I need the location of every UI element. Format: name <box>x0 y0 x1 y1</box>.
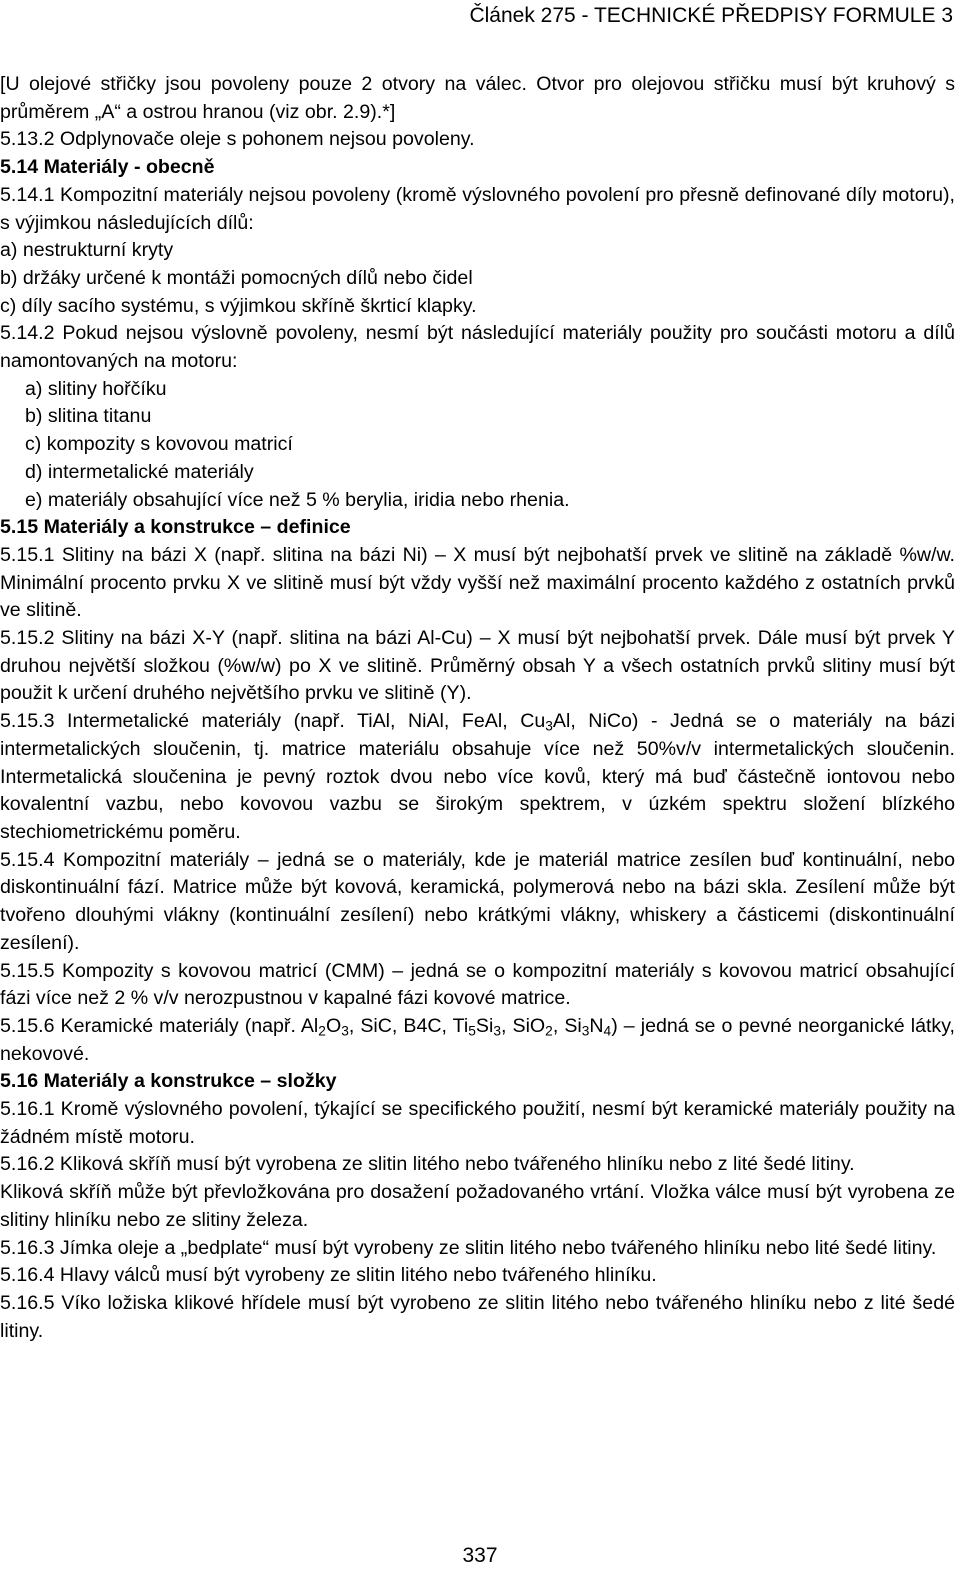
paragraph-5-14-2: 5.14.2 Pokud nejsou výslovně povoleny, nesmí být následující materiály použity pro součásti motoru a dílů namontovaných na motoru: <box>0 322 955 373</box>
subscript: 3 <box>581 1023 590 1039</box>
paragraph-5-16-1: 5.16.1 Kromě výslovného povolení, týkající se specifického použití, nesmí být keramické materiály použity na žádném místě motoru. <box>0 1098 955 1148</box>
list-item: a) nestrukturní kryty <box>0 239 174 262</box>
text-fragment: , Si <box>552 1014 582 1037</box>
paragraph-5-15-2: 5.15.2 Slitiny na bázi X-Y (např. slitina na bázi Al-Cu) – X musí být nejbohatší prvek. Dále musí být prvek Y druhou největší složkou (%w/w) po X ve slitině. Průměrný obsah Y a všech ostatních prvků slitiny musí být použit k určení druhého největšího prvku ve slitině (Y). <box>0 627 955 705</box>
document-body <box>0 71 955 1345</box>
paragraph-crankcase-liner: Kliková skříň může být převložkována pro dosažení požadovaného vrtání. Vložka válce musí být vyrobena ze slitiny hliníku nebo ze slitiny železa. <box>0 1181 955 1231</box>
text-fragment: 5.15.3 Intermetalické materiály (např. TiAl, NiAl, FeAl, Cu <box>0 710 546 733</box>
subscript: 3 <box>493 1023 501 1039</box>
paragraph-oil-jets: [U olejové střičky jsou povoleny pouze 2 otvory na válec. Otvor pro olejovou střičku musí být kruhový s průměrem „A“ a ostrou hranou (viz obr. 2.9).*] <box>0 73 955 123</box>
text-fragment: ) – jedná se o pevné neorganické látky, nekovové. <box>0 1014 955 1065</box>
paragraph-5-15-4: 5.15.4 Kompozitní materiály – jedná se o materiály, kde je materiál matrice zesílen buď kontinuální, nebo diskontinuální fází. Matrice může být kovová, keramická, polymerová nebo na bázi skla. Zesílení může být tvořeno dlouhými vlákny (kontinuální zesílení) nebo krátkými vlákny, whiskery a částicemi (diskontinuální zesílení). <box>0 848 955 954</box>
subscript: 3 <box>341 1023 349 1039</box>
paragraph-5-15-1: 5.15.1 Slitiny na bázi X (např. slitina na bázi Ni) – X musí být nejbohatší prvek ve slitině na základě %w/w. Minimální procento prvku X ve slitině musí být vždy vyšší než maximální procento každého z ostatních prvků ve slitině. <box>0 543 955 622</box>
heading-5-16: 5.16 Materiály a konstrukce – složky <box>0 1070 337 1093</box>
list-item: a) slitiny hořčíku <box>25 377 167 400</box>
subscript: 2 <box>545 1023 553 1039</box>
subscript: 4 <box>603 1023 612 1039</box>
list-item: c) kompozity s kovovou matricí <box>25 433 293 456</box>
paragraph-5-14-1: 5.14.1 Kompozitní materiály nejsou povoleny (kromě výslovného povolení pro přesně definované díly motoru), s výjimkou následujících dílů: <box>0 183 955 234</box>
subscript: 2 <box>318 1023 326 1039</box>
text-fragment: O <box>325 1014 342 1037</box>
list-item: b) slitina titanu <box>25 405 152 428</box>
paragraph-5-16-4: 5.16.4 Hlavy válců musí být vyrobeny ze slitin litého nebo tvářeného hliníku. <box>0 1264 657 1287</box>
paragraph-5-15-6 <box>0 1013 955 1068</box>
page-header: Článek 275 - TECHNICKÉ PŘEDPISY FORMULE 3 <box>469 4 953 27</box>
page-number: 337 <box>462 1544 498 1567</box>
list-item: e) materiály obsahující více než 5 % berylia, iridia nebo rhenia. <box>25 488 570 511</box>
subscript: 5 <box>468 1023 476 1039</box>
text-fragment: Si <box>475 1014 494 1037</box>
paragraph-5-16-3: 5.16.3 Jímka oleje a „bedplate“ musí být vyrobeny ze slitin litého nebo tvářeného hliníku nebo lité šedé litiny. <box>0 1236 937 1259</box>
text-fragment: , SiO <box>501 1014 546 1037</box>
text-fragment: Al, NiCo) - Jedná se o materiály na bázi intermetalických sloučenin, tj. matrice materiálu obsahuje více než 50%v/v intermetalických sloučenin. Intermetalická sloučenina je pevný roztok dvou nebo více kovů, který má buď částečně iontovou nebo kovalentní vazbu, nebo kovovou vazbu se širokým spektrem, v úzkém spektru složení blízkého stechiometrickému poměru. <box>0 710 955 843</box>
paragraph-5-16-2: 5.16.2 Kliková skříň musí být vyrobena ze slitin litého nebo tvářeného hliníku nebo z lité šedé litiny. <box>0 1153 855 1176</box>
list-item: d) intermetalické materiály <box>25 460 254 483</box>
paragraph-5-16-5: 5.16.5 Víko ložiska klikové hřídele musí být vyrobeno ze slitin litého nebo tvářeného hliníku nebo z lité šedé litiny. <box>0 1291 955 1342</box>
text-fragment: N <box>589 1014 604 1037</box>
subscript: 3 <box>545 718 553 734</box>
text-fragment: , SiC, B4C, Ti <box>348 1014 469 1037</box>
paragraph-5-15-5: 5.15.5 Kompozity s kovovou matricí (CMM) – jedná se o kompozitní materiály s kovovou matricí obsahující fázi více než 2 % v/v nerozpustnou v kapalné fázi kovové matrice. <box>0 959 955 1010</box>
heading-5-15: 5.15 Materiály a konstrukce – definice <box>0 516 351 539</box>
list-item: c) díly sacího systému, s výjimkou skříně škrticí klapky. <box>0 294 477 317</box>
heading-5-14: 5.14 Materiály - obecně <box>0 156 215 179</box>
paragraph-5-15-3 <box>0 708 955 847</box>
text-fragment: 5.15.6 Keramické materiály (např. Al <box>0 1014 319 1037</box>
list-item: b) držáky určené k montáži pomocných dílů nebo čidel <box>0 266 473 289</box>
paragraph-5-13-2: 5.13.2 Odplynovače oleje s pohonem nejsou povoleny. <box>0 128 475 151</box>
